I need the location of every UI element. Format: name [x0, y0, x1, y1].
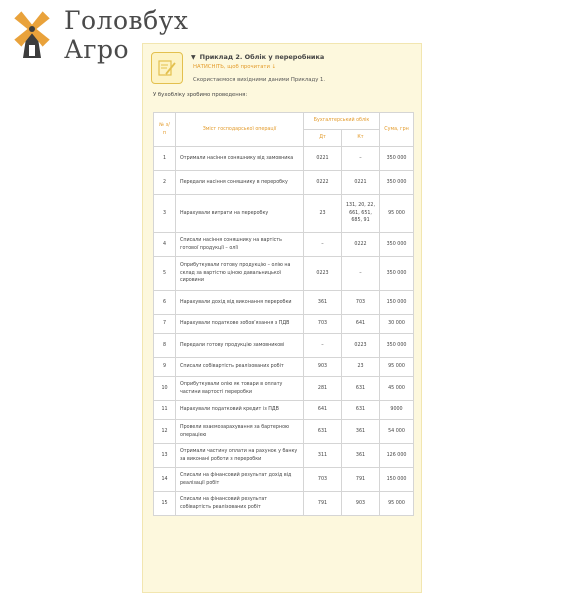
table-row [154, 147, 414, 171]
operation-description: Списали на фінансовий результат собівартість реалізованих робіт [176, 492, 304, 516]
header-amount: Сума, грн [380, 113, 414, 147]
row-number: 7 [154, 315, 176, 334]
operation-description: Списали собівартість реалізованих робіт [176, 358, 304, 377]
credit-account: – [342, 147, 380, 171]
credit-account: – [342, 257, 380, 291]
credit-account: 641 [342, 315, 380, 334]
table-row [154, 171, 414, 195]
row-number: 5 [154, 257, 176, 291]
row-number: 11 [154, 401, 176, 420]
amount: 95 000 [380, 358, 414, 377]
credit-account: 0222 [342, 233, 380, 257]
debit-account: 791 [304, 492, 342, 516]
row-number: 8 [154, 334, 176, 358]
table-row [154, 492, 414, 516]
amount: 350 000 [380, 233, 414, 257]
debit-account: 903 [304, 358, 342, 377]
row-number: 14 [154, 468, 176, 492]
example-intro: У бухобліку зробимо проведення: [153, 92, 248, 98]
credit-account: 361 [342, 420, 380, 444]
debit-account: 361 [304, 291, 342, 315]
debit-account: 0223 [304, 257, 342, 291]
amount: 45 000 [380, 377, 414, 401]
operation-description: Списали на фінансовий результат дохід від реалізації робіт [176, 468, 304, 492]
example-panel [142, 43, 422, 593]
header-content: Зміст господарської операції [176, 113, 304, 147]
operation-description: Отримали насіння соняшнику від замовника [176, 147, 304, 171]
example-heading[interactable] [191, 53, 324, 61]
table-row [154, 334, 414, 358]
operation-description: Провели взаємозарахування за бартерною операцією [176, 420, 304, 444]
debit-account: 281 [304, 377, 342, 401]
table-row [154, 358, 414, 377]
operation-description: Списали насіння соняшнику на вартість готової продукції – олії [176, 233, 304, 257]
operation-description: Передали готову продукцію замовникові [176, 334, 304, 358]
credit-account: 0221 [342, 171, 380, 195]
credit-account: 23 [342, 358, 380, 377]
credit-account: 131, 20, 22, 661, 651, 685, 91 [342, 195, 380, 233]
operation-description: Отримали частину оплати на рахунок у банку за виконані роботи з переробки [176, 444, 304, 468]
amount: 150 000 [380, 291, 414, 315]
credit-account: 791 [342, 468, 380, 492]
windmill-icon [8, 8, 56, 60]
row-number: 3 [154, 195, 176, 233]
table-row [154, 233, 414, 257]
credit-account: 0223 [342, 334, 380, 358]
debit-account: 311 [304, 444, 342, 468]
postings-body [154, 147, 414, 516]
row-number: 4 [154, 233, 176, 257]
amount: 9000 [380, 401, 414, 420]
read-toggle-link[interactable]: НАТИСНІТЬ, щоб прочитати ↓ [193, 64, 277, 70]
credit-account: 361 [342, 444, 380, 468]
amount: 54 000 [380, 420, 414, 444]
postings-table [153, 112, 414, 516]
table-row [154, 195, 414, 233]
table-row [154, 377, 414, 401]
credit-account: 631 [342, 401, 380, 420]
amount: 350 000 [380, 171, 414, 195]
row-number: 12 [154, 420, 176, 444]
credit-account: 703 [342, 291, 380, 315]
header-debit: Дт [304, 130, 342, 147]
header-credit: Кт [342, 130, 380, 147]
table-row [154, 257, 414, 291]
amount: 95 000 [380, 492, 414, 516]
debit-account: – [304, 233, 342, 257]
amount: 95 000 [380, 195, 414, 233]
example-note: Скористаємося вихідними даними Прикладу 1. [193, 77, 326, 83]
header-accounting: Бухгалтерський облік [304, 113, 380, 130]
debit-account: 23 [304, 195, 342, 233]
credit-account: 631 [342, 377, 380, 401]
table-row [154, 420, 414, 444]
operation-description: Нарахували дохід від виконання переробки [176, 291, 304, 315]
operation-description: Передали насіння соняшнику в переробку [176, 171, 304, 195]
amount: 350 000 [380, 334, 414, 358]
operation-description: Нарахували витрати на переробку [176, 195, 304, 233]
debit-account: 641 [304, 401, 342, 420]
brand-line1: Головбух [64, 6, 189, 35]
collapse-triangle-icon: ▼ [191, 54, 196, 61]
amount: 350 000 [380, 147, 414, 171]
debit-account: 631 [304, 420, 342, 444]
brand-line2: Агро [64, 35, 130, 64]
row-number: 15 [154, 492, 176, 516]
amount: 30 000 [380, 315, 414, 334]
row-number: 10 [154, 377, 176, 401]
row-number: 2 [154, 171, 176, 195]
debit-account: 0221 [304, 147, 342, 171]
header-num: № з/п [154, 113, 176, 147]
row-number: 6 [154, 291, 176, 315]
amount: 126 000 [380, 444, 414, 468]
debit-account: 703 [304, 315, 342, 334]
table-row [154, 468, 414, 492]
table-row [154, 291, 414, 315]
example-heading-text: Приклад 2. Облік у переробника [199, 53, 325, 61]
credit-account: 903 [342, 492, 380, 516]
note-pencil-icon [151, 52, 183, 84]
operation-description: Нарахували податковий кредит із ПДВ [176, 401, 304, 420]
table-row [154, 315, 414, 334]
table-row [154, 444, 414, 468]
amount: 350 000 [380, 257, 414, 291]
row-number: 9 [154, 358, 176, 377]
debit-account: 0222 [304, 171, 342, 195]
operation-description: Оприбуткували олію як товари в оплату частини вартості переробки [176, 377, 304, 401]
debit-account: – [304, 334, 342, 358]
operation-description: Оприбуткували готову продукцію – олію на склад за вартістю ціною давальницької сировини [176, 257, 304, 291]
operation-description: Нарахували податкове зобов’язання з ПДВ [176, 315, 304, 334]
table-row [154, 401, 414, 420]
amount: 150 000 [380, 468, 414, 492]
row-number: 13 [154, 444, 176, 468]
row-number: 1 [154, 147, 176, 171]
debit-account: 703 [304, 468, 342, 492]
